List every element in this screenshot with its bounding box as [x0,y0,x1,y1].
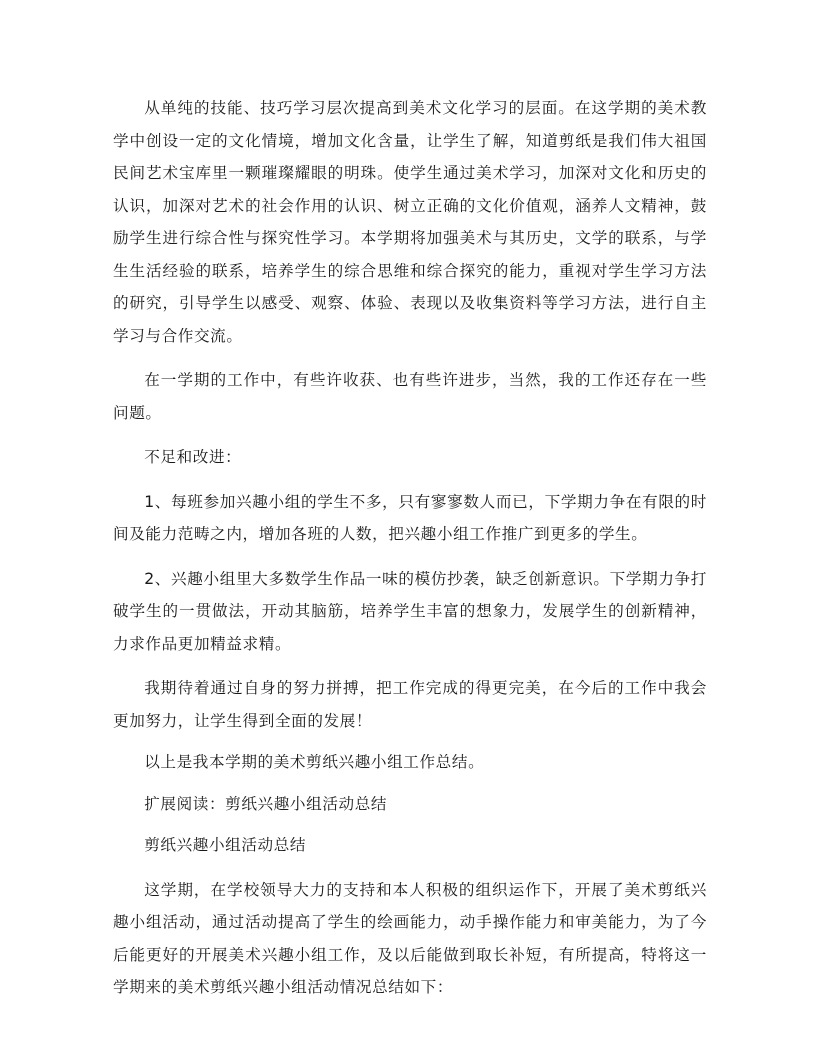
paragraph-art-culture: 从单纯的技能、技巧学习层次提高到美术文化学习的层面。在这学期的美术教学中创设一定的文化情境，增加文化含量，让学生了解，知道剪纸是我们伟大祖国民间艺术宝库里一颗璀璨耀眼的明珠。使学生通过美术学习，加深对文化和历史的认识，加深对艺术的社会作用的认识、树立正确的文化价值观，涵养人文精神，鼓励学生进行综合性与探究性学习。本学期将加强美术与其历史，文学的联系，与学生生活经验的联系，培养学生的综合思维和综合探究的能力，重视对学生学习方法的研究，引导学生以感受、观察、体验、表现以及收集资料等学习方法，进行自主学习与合作交流。 [113,99,707,345]
paragraph-expectation: 我期待着通过自身的努力拼搏，把工作完成的得更完美，在今后的工作中我会更加努力，让学生得到全面的发展！ [113,679,707,730]
paragraph-closing: 以上是我本学期的美术剪纸兴趣小组工作总结。 [144,753,485,771]
document-body [113,92,707,1004]
paragraph-activity-intro: 这学期，在学校领导大力的支持和本人积极的组织运作下，开展了美术剪纸兴趣小组活动，通过活动提高了学生的绘画能力，动手操作能力和审美能力，为了今后能更好的开展美术兴趣小组工作，及以后能做到取长补短，有所提高，特将这一学期来的美术剪纸兴趣小组活动情况总结如下： [113,880,707,996]
paragraph-point-2: 2、兴趣小组里大多数学生作品一味的模仿抄袭，缺乏创新意识。下学期力争打破学生的一贯做法，开动其脑筋，培养学生丰富的想象力，发展学生的创新精神，力求作品更加精益求精。 [113,569,707,653]
paragraph-section-title: 剪纸兴趣小组活动总结 [144,836,307,854]
paragraph-extended-reading: 扩展阅读：剪纸兴趣小组活动总结 [144,794,388,813]
paragraph-semester-summary: 在一学期的工作中，有些许收获、也有些许进步，当然，我的工作还存在一些问题。 [113,371,707,422]
paragraph-point-1: 1、每班参加兴趣小组的学生不多，只有寥寥数人而已，下学期力争在有限的时间及能力范畴之内，增加各班的人数，把兴趣小组工作推广到更多的学生。 [113,492,707,543]
paragraph-shortcomings-heading: 不足和改进： [144,448,242,466]
